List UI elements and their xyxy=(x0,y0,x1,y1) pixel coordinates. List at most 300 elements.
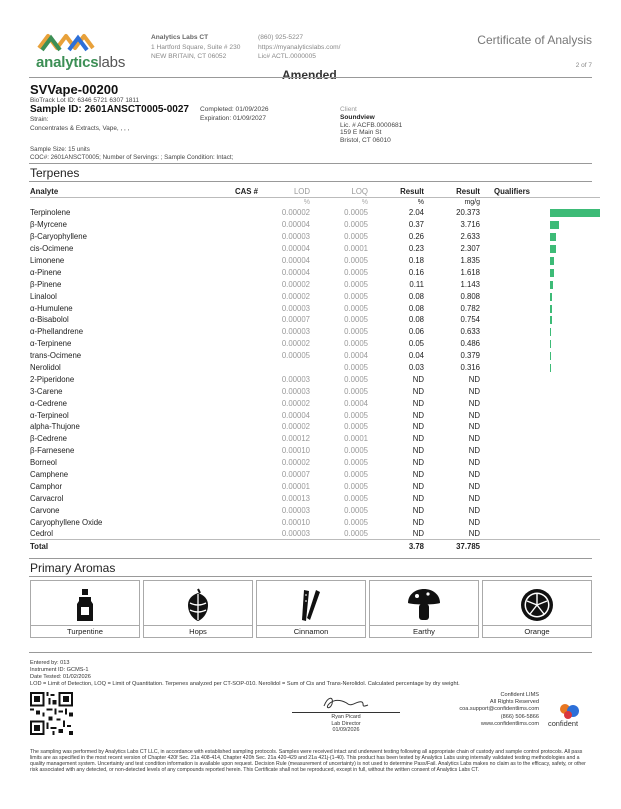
result-pct-cell: ND xyxy=(412,446,424,456)
analyte-cell: 2-Piperidone xyxy=(30,374,75,384)
table-row xyxy=(30,492,600,504)
table-row xyxy=(30,409,600,421)
col-loq: LOQ xyxy=(310,186,368,197)
result-bar xyxy=(550,352,551,360)
legend-note: LOD = Limit of Detection, LOQ = Limit of Quantitation. Terpenes analyzed per CT-SOP-010. Nerolidol = Sum of Cis and Trans-Nerolidol. Calculated percentage by dry weight. xyxy=(30,681,460,688)
lod-cell: 0.00013 xyxy=(281,493,310,503)
result-bar xyxy=(550,269,554,277)
result-bar xyxy=(550,221,559,229)
result-mg-cell: 2.633 xyxy=(460,232,480,242)
signature-block xyxy=(292,694,400,734)
result-pct-cell: ND xyxy=(412,458,424,468)
client-label: Client xyxy=(340,106,357,113)
analyte-cell: Nerolidol xyxy=(30,363,61,373)
client-street: 159 E Main St xyxy=(340,129,382,137)
lab-phone: (860) 925-5227 xyxy=(258,34,304,41)
cas-cell xyxy=(190,445,258,457)
table-row xyxy=(30,338,600,350)
col-cas: CAS # xyxy=(190,186,258,197)
analyte-cell: trans-Ocimene xyxy=(30,351,82,361)
entered-by: Entered by: 013 xyxy=(30,660,70,666)
cas-cell xyxy=(190,362,258,374)
result-mg-cell: ND xyxy=(468,505,480,515)
aroma-label: Cinnamon xyxy=(257,625,365,637)
analyte-cell: 3-Carene xyxy=(30,386,63,396)
table-row xyxy=(30,504,600,516)
result-mg-cell: ND xyxy=(468,470,480,480)
loq-cell: 0.0004 xyxy=(344,398,368,408)
table-row xyxy=(30,480,600,492)
cas-cell xyxy=(190,231,258,243)
cinnamon-icon xyxy=(293,587,329,623)
result-bar xyxy=(550,257,554,265)
result-bar xyxy=(550,209,600,217)
result-pct-cell: ND xyxy=(412,529,424,539)
aromas-divider-top xyxy=(29,558,592,559)
lod-cell xyxy=(258,362,310,374)
analyte-cell: β-Caryophyllene xyxy=(30,232,87,242)
loq-cell: 0.0005 xyxy=(344,493,368,503)
loq-cell: 0.0005 xyxy=(344,315,368,325)
aroma-cinnamon xyxy=(256,580,366,638)
unit-lod: % xyxy=(303,198,310,206)
cas-cell xyxy=(190,469,258,481)
col-qualifiers: Qualifiers xyxy=(480,186,600,197)
cas-cell xyxy=(190,504,258,516)
orange-slice-icon xyxy=(519,587,555,623)
result-mg-cell: 0.316 xyxy=(460,363,480,373)
lod-cell: 0.00002 xyxy=(281,422,310,432)
signature-image xyxy=(306,694,386,712)
lod-cell: 0.00003 xyxy=(281,386,310,396)
result-mg-cell: 1.143 xyxy=(460,279,480,289)
aromas-section-title: Primary Aromas xyxy=(30,561,116,575)
expiration-date: Expiration: 01/09/2027 xyxy=(200,114,266,122)
lod-cell: 0.00007 xyxy=(281,470,310,480)
client-info xyxy=(340,106,402,145)
unit-result-mg: mg/g xyxy=(464,198,480,206)
table-row xyxy=(30,469,600,481)
result-bar xyxy=(550,340,551,348)
result-pct-cell: 2.04 xyxy=(408,208,424,218)
analyte-cell: Carvacrol xyxy=(30,493,64,503)
result-mg-cell: ND xyxy=(468,446,480,456)
lod-cell: 0.00005 xyxy=(281,351,310,361)
client-license: Lic. # ACFB.0000681 xyxy=(340,121,403,129)
qualifier-bar-cell xyxy=(480,516,600,528)
col-result-pct: Result xyxy=(368,186,424,197)
analyte-cell: alpha-Thujone xyxy=(30,422,80,432)
table-row xyxy=(30,397,600,409)
loq-cell: 0.0005 xyxy=(344,529,368,539)
lod-cell: 0.00010 xyxy=(281,517,310,527)
loq-cell: 0.0005 xyxy=(344,208,368,218)
lod-cell: 0.00004 xyxy=(281,244,310,254)
table-header-row xyxy=(30,186,600,197)
client-name: Soundview xyxy=(340,113,375,121)
lod-cell: 0.00004 xyxy=(281,256,310,265)
qualifier-bar-cell xyxy=(480,255,600,267)
result-bar xyxy=(550,281,553,289)
date-tested: Date Tested: 01/02/2026 xyxy=(30,674,91,681)
loq-cell: 0.0005 xyxy=(344,517,368,527)
result-pct-cell: 0.04 xyxy=(408,351,424,361)
sample-size-info xyxy=(30,146,233,161)
amended-label: Amended xyxy=(282,68,337,82)
table-row xyxy=(30,373,600,385)
lod-cell: 0.00001 xyxy=(281,481,310,491)
result-mg-cell: ND xyxy=(468,410,480,420)
lims-name: Confident LIMS xyxy=(500,692,539,698)
qualifier-bar-cell xyxy=(480,278,600,290)
document-title: Certificate of Analysis xyxy=(477,33,592,47)
table-row xyxy=(30,350,600,362)
col-result-mg: Result xyxy=(424,186,480,197)
lab-name: Analytics Labs CT xyxy=(151,34,209,41)
result-pct-cell: ND xyxy=(412,398,424,408)
result-bar xyxy=(550,233,556,241)
lab-url[interactable]: https://myanalyticslabs.com/ xyxy=(258,43,341,51)
unit-result-pct: % xyxy=(417,198,424,206)
result-pct-cell: 0.18 xyxy=(408,256,424,265)
lims-url[interactable]: www.confidentlims.com xyxy=(480,720,539,727)
loq-cell: 0.0005 xyxy=(344,470,368,480)
sample-dates xyxy=(200,106,269,123)
table-row xyxy=(30,278,600,290)
analyte-cell: cis-Ocimene xyxy=(30,244,74,254)
result-mg-cell: ND xyxy=(468,493,480,503)
result-pct-cell: 0.05 xyxy=(408,339,424,349)
table-row xyxy=(30,326,600,338)
lims-email[interactable]: coa.support@confidentlims.com xyxy=(459,706,539,713)
cas-cell xyxy=(190,302,258,314)
col-analyte: Analyte xyxy=(30,186,190,197)
client-city: Bristol, CT 06010 xyxy=(340,137,391,145)
qr-code[interactable] xyxy=(30,692,73,735)
result-pct-cell: 0.23 xyxy=(408,244,424,254)
cas-cell xyxy=(190,421,258,433)
table-row xyxy=(30,266,600,278)
result-pct-cell: ND xyxy=(412,434,424,444)
result-mg-cell: ND xyxy=(468,517,480,527)
table-row xyxy=(30,445,600,457)
analyte-cell: α-Terpineol xyxy=(30,410,69,420)
result-bar xyxy=(550,328,551,336)
aromas-row xyxy=(30,580,592,638)
lod-cell: 0.00003 xyxy=(281,232,310,242)
cas-cell xyxy=(190,338,258,350)
analyte-cell: Terpinolene xyxy=(30,208,71,218)
cas-cell xyxy=(190,492,258,504)
qualifier-bar-cell xyxy=(480,326,600,338)
table-row xyxy=(30,290,600,302)
aroma-label: Earthy xyxy=(370,625,478,637)
loq-cell: 0.0001 xyxy=(344,244,368,254)
qualifier-bar-cell xyxy=(480,469,600,481)
analyte-cell: Camphor xyxy=(30,481,63,491)
lod-cell: 0.00002 xyxy=(281,208,310,218)
cas-cell xyxy=(190,314,258,326)
qualifier-bar-cell xyxy=(480,385,600,397)
analyte-cell: β-Pinene xyxy=(30,279,62,289)
table-row xyxy=(30,219,600,231)
result-mg-cell: 0.782 xyxy=(460,303,480,313)
loq-cell: 0.0005 xyxy=(344,279,368,289)
analyte-cell: α-Terpinene xyxy=(30,339,72,349)
table-row xyxy=(30,255,600,267)
result-pct-cell: 0.16 xyxy=(408,267,424,277)
result-mg-cell: ND xyxy=(468,422,480,432)
sample-id: Sample ID: 2601ANSCT0005-0027 xyxy=(30,104,189,115)
cas-cell xyxy=(190,528,258,540)
terpenes-table xyxy=(30,186,600,552)
lod-cell: 0.00002 xyxy=(281,291,310,301)
loq-cell: 0.0005 xyxy=(344,481,368,491)
result-mg-cell: 0.379 xyxy=(460,351,480,361)
lod-cell: 0.00002 xyxy=(281,458,310,468)
analyte-cell: Camphene xyxy=(30,470,69,480)
lod-cell: 0.00004 xyxy=(281,267,310,277)
analyte-cell: α-Pinene xyxy=(30,267,62,277)
lod-cell: 0.00002 xyxy=(281,279,310,289)
lod-cell: 0.00004 xyxy=(281,410,310,420)
signature-line xyxy=(292,712,400,713)
loq-cell: 0.0005 xyxy=(344,374,368,384)
qualifier-bar-cell xyxy=(480,409,600,421)
aroma-hops xyxy=(143,580,253,638)
aromas-divider xyxy=(29,576,592,577)
aroma-earthy xyxy=(369,580,479,638)
result-pct-cell: 0.08 xyxy=(408,291,424,301)
aroma-label: Hops xyxy=(144,625,252,637)
cas-cell xyxy=(190,266,258,278)
qualifier-bar-cell xyxy=(480,457,600,469)
cas-cell xyxy=(190,207,258,219)
qualifier-bar-cell xyxy=(480,314,600,326)
total-mg: 37.785 xyxy=(424,540,480,552)
coc-info: COC#: 2601ANSCT0005; Number of Servings: ; Sample Condition: Intact; xyxy=(30,153,234,161)
cas-cell xyxy=(190,433,258,445)
result-mg-cell: 0.486 xyxy=(460,339,480,349)
sample-size: Sample Size: 15 units xyxy=(30,146,90,153)
qualifier-bar-cell xyxy=(480,445,600,457)
qualifier-bar-cell xyxy=(480,338,600,350)
instrument-id: Instrument ID: GCMS-1 xyxy=(30,667,89,674)
lab-contact xyxy=(258,33,340,62)
result-mg-cell: ND xyxy=(468,434,480,444)
result-mg-cell: 0.754 xyxy=(460,315,480,325)
product-name: SVVape-00200 xyxy=(30,82,119,97)
total-label: Total xyxy=(30,540,190,552)
lab-license: Lic# ACTL.0000005 xyxy=(258,53,316,61)
aroma-label: Orange xyxy=(483,625,591,637)
result-pct-cell: ND xyxy=(412,481,424,491)
result-pct-cell: 0.08 xyxy=(408,315,424,325)
lod-cell: 0.00007 xyxy=(281,315,310,325)
loq-cell: 0.0005 xyxy=(344,446,368,456)
loq-cell: 0.0001 xyxy=(344,434,368,444)
result-mg-cell: 20.373 xyxy=(456,208,480,218)
aroma-orange xyxy=(482,580,592,638)
qualifier-bar-cell xyxy=(480,243,600,255)
result-mg-cell: 1.835 xyxy=(460,256,480,265)
result-mg-cell: ND xyxy=(468,481,480,491)
loq-cell: 0.0005 xyxy=(344,505,368,515)
cas-cell xyxy=(190,326,258,338)
analyte-cell: Borneol xyxy=(30,458,57,468)
qualifier-bar-cell xyxy=(480,362,600,374)
unit-loq: % xyxy=(361,198,368,206)
result-mg-cell: ND xyxy=(468,386,480,396)
lod-cell: 0.00002 xyxy=(281,339,310,349)
analyte-cell: α-Cedrene xyxy=(30,398,68,408)
qualifier-bar-cell xyxy=(480,219,600,231)
result-pct-cell: ND xyxy=(412,422,424,432)
test-meta xyxy=(30,660,460,688)
page-number: 2 of 7 xyxy=(575,62,592,69)
result-mg-cell: ND xyxy=(468,398,480,408)
analyte-cell: α-Phellandrene xyxy=(30,327,84,337)
result-bar xyxy=(550,245,556,253)
qualifier-bar-cell xyxy=(480,290,600,302)
lod-cell: 0.00004 xyxy=(281,220,310,230)
cas-cell xyxy=(190,480,258,492)
qualifier-bar-cell xyxy=(480,492,600,504)
table-row xyxy=(30,421,600,433)
table-row xyxy=(30,243,600,255)
qualifier-bar-cell xyxy=(480,266,600,278)
lod-cell: 0.00003 xyxy=(281,327,310,337)
loq-cell: 0.0005 xyxy=(344,267,368,277)
result-mg-cell: 0.633 xyxy=(460,327,480,337)
lod-cell: 0.00003 xyxy=(281,374,310,384)
lab-address xyxy=(151,33,240,62)
analyte-cell: Limonene xyxy=(30,256,65,265)
cas-cell xyxy=(190,350,258,362)
hops-icon xyxy=(180,587,216,623)
result-mg-cell: ND xyxy=(468,458,480,468)
loq-cell: 0.0005 xyxy=(344,327,368,337)
completed-date: Completed: 01/09/2026 xyxy=(200,106,269,113)
analyte-cell: α-Humulene xyxy=(30,303,73,313)
loq-cell: 0.0005 xyxy=(344,410,368,420)
cas-cell xyxy=(190,219,258,231)
table-row xyxy=(30,385,600,397)
cas-cell xyxy=(190,243,258,255)
total-pct: 3.78 xyxy=(368,540,424,552)
strain-info xyxy=(30,116,129,133)
cas-cell xyxy=(190,290,258,302)
lod-cell: 0.00012 xyxy=(281,434,310,444)
cas-cell xyxy=(190,516,258,528)
strain-label: Strain: xyxy=(30,116,49,123)
header-divider xyxy=(29,77,592,78)
qualifier-bar-cell xyxy=(480,421,600,433)
result-bar xyxy=(550,364,551,372)
table-row xyxy=(30,302,600,314)
qualifier-bar-cell xyxy=(480,397,600,409)
qualifier-bar-cell xyxy=(480,504,600,516)
loq-cell: 0.0004 xyxy=(344,351,368,361)
page-header xyxy=(0,0,621,80)
cas-cell xyxy=(190,385,258,397)
result-pct-cell: ND xyxy=(412,493,424,503)
analyte-cell: Linalool xyxy=(30,291,57,301)
table-row xyxy=(30,457,600,469)
table-row xyxy=(30,231,600,243)
qualifier-bar-cell xyxy=(480,373,600,385)
result-pct-cell: 0.06 xyxy=(408,327,424,337)
result-pct-cell: 0.37 xyxy=(408,220,424,230)
signer-title: Lab Director xyxy=(331,720,361,727)
result-pct-cell: 0.03 xyxy=(408,363,424,373)
terpenes-section-title: Terpenes xyxy=(30,166,80,180)
aroma-label: Turpentine xyxy=(31,625,139,637)
lod-cell: 0.00003 xyxy=(281,303,310,313)
result-bar xyxy=(550,305,552,313)
lab-address-line2: NEW BRITAIN, CT 06052 xyxy=(151,53,227,61)
table-row xyxy=(30,362,600,374)
result-mg-cell: 0.808 xyxy=(460,291,480,301)
footer-divider xyxy=(29,652,592,653)
loq-cell: 0.0005 xyxy=(344,303,368,313)
bottle-icon xyxy=(67,587,103,623)
analyte-cell: Carvone xyxy=(30,505,60,515)
result-pct-cell: ND xyxy=(412,505,424,515)
table-row xyxy=(30,207,600,219)
analyte-cell: Cedrol xyxy=(30,529,53,539)
result-mg-cell: 1.618 xyxy=(460,267,480,277)
cas-cell xyxy=(190,409,258,421)
qualifier-bar-cell xyxy=(480,433,600,445)
table-row xyxy=(30,528,600,540)
loq-cell: 0.0005 xyxy=(344,458,368,468)
result-bar xyxy=(550,293,552,301)
analyte-cell: β-Farnesene xyxy=(30,446,75,456)
result-pct-cell: ND xyxy=(412,410,424,420)
table-row xyxy=(30,516,600,528)
disclaimer-text: The sampling was performed by Analytics Labs CT LLC, in accordance with established sampling protocols. Samples were received intact and underwent testing following all appropriate chain of custody and sample control protocols. All pass limits are as specified in the most recent version of Chapter 420f Sec. 21a 408-414, Chapter 420h Sec. 21a 420-429 and 21a 421j-(1-40). This product has been tested by Analytics Labs using internally validated testing methodologies and a quality management system. Uncertainty and test condition information is available upon request. Decision Rule (measurement of uncertainty) is not used to determine Pass/Fail. Analytics Labs makes no claim as to the efficacy, safety, or other risk associated with any detected, or non-detected levels of any compounds reported herein. This Certificate shall not be reproduced, except in full, without the written consent of Analytics Labs CT. xyxy=(30,749,586,773)
col-lod: LOD xyxy=(258,186,310,197)
result-mg-cell: ND xyxy=(468,529,480,539)
qualifier-bar-cell xyxy=(480,231,600,243)
cas-cell xyxy=(190,255,258,267)
loq-cell: 0.0005 xyxy=(344,339,368,349)
qualifier-bar-cell xyxy=(480,528,600,540)
table-row xyxy=(30,314,600,326)
result-pct-cell: ND xyxy=(412,386,424,396)
result-mg-cell: ND xyxy=(468,374,480,384)
result-pct-cell: ND xyxy=(412,470,424,480)
table-units-row xyxy=(30,197,600,207)
qualifier-bar-cell xyxy=(480,207,600,219)
result-pct-cell: 0.11 xyxy=(409,279,424,289)
terpenes-divider xyxy=(29,181,592,182)
biotrack-lot-id: BioTrack Lot ID: 6346 5721 6307 1811 xyxy=(30,97,140,104)
cas-cell xyxy=(190,457,258,469)
total-row xyxy=(30,540,600,552)
loq-cell: 0.0005 xyxy=(344,220,368,230)
lims-phone: (866) 506-5866 xyxy=(500,713,539,720)
loq-cell: 0.0005 xyxy=(344,256,368,265)
lims-rights: All Rights Reserved xyxy=(489,699,539,706)
lod-cell: 0.00002 xyxy=(281,398,310,408)
product-category: Concentrates & Extracts, Vape, , , , xyxy=(30,124,130,132)
result-pct-cell: ND xyxy=(412,517,424,527)
loq-cell: 0.0005 xyxy=(344,386,368,396)
qualifier-bar-cell xyxy=(480,350,600,362)
loq-cell: 0.0005 xyxy=(344,232,368,242)
